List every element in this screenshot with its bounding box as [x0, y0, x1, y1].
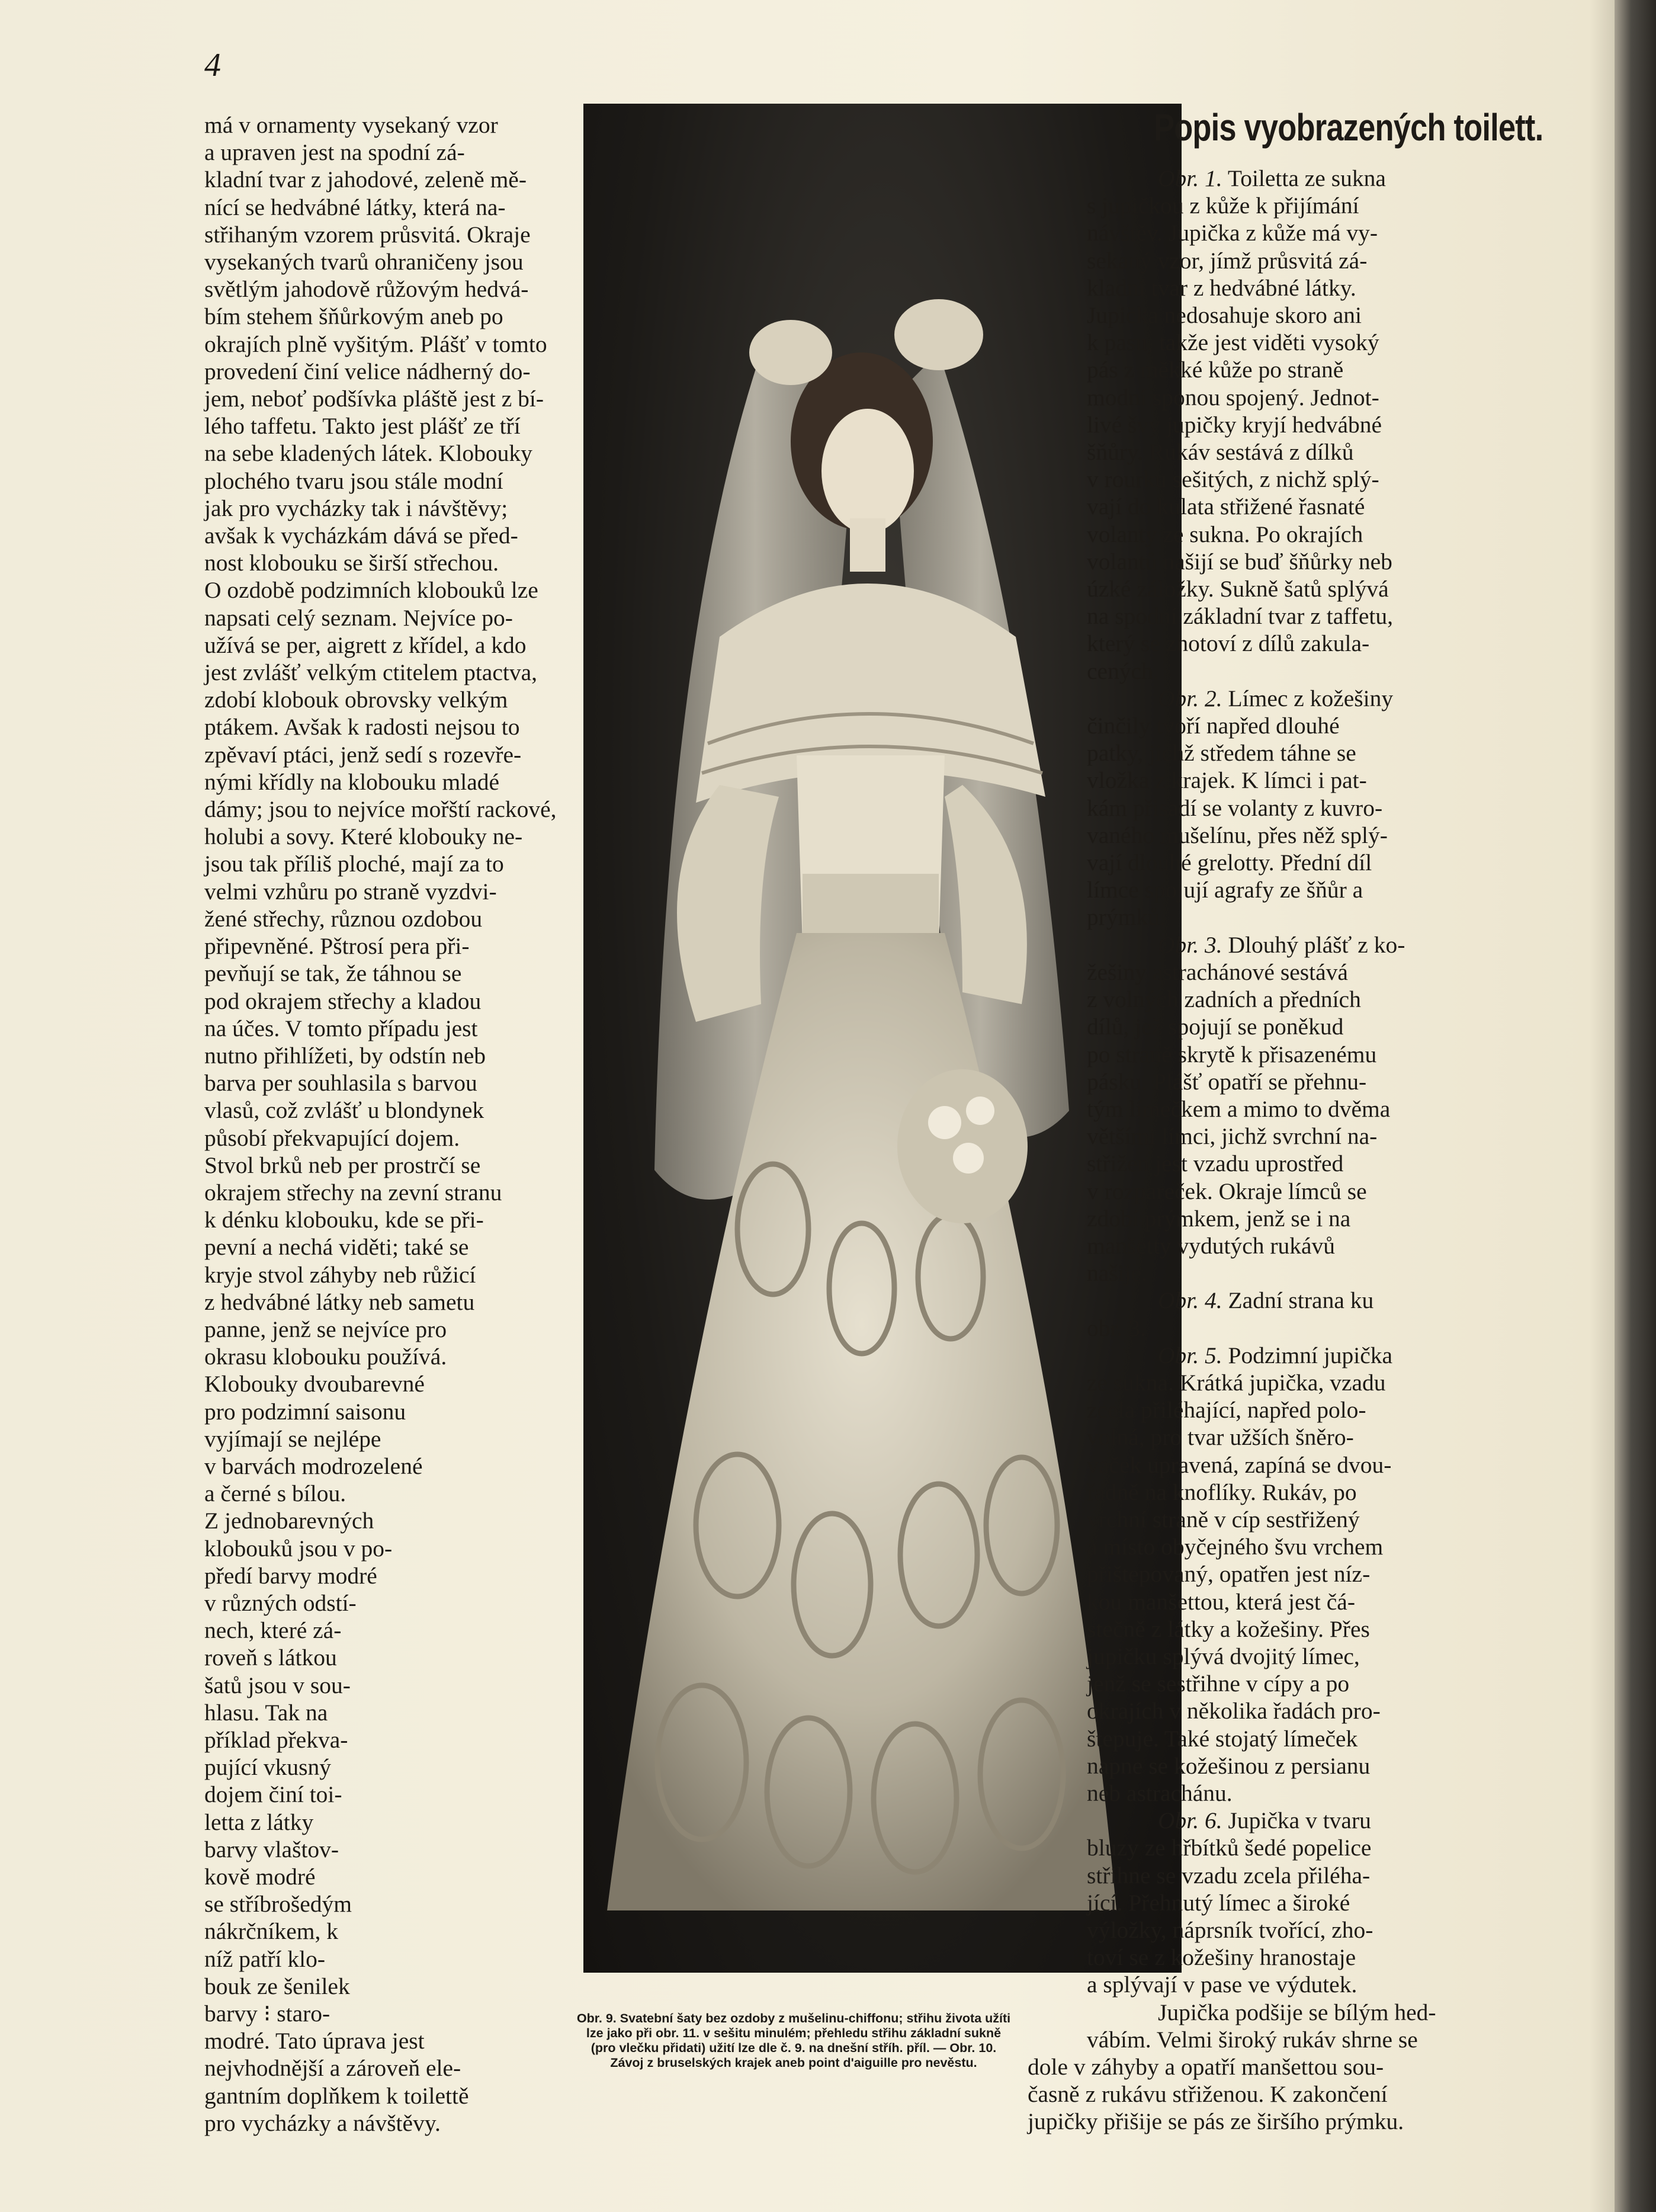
text-line: volanty ze sukna. Po okrajích	[1087, 521, 1363, 547]
text-line: barvy ⁝ staro-	[204, 2001, 330, 2027]
text-line: Obr. 2. Límec z kožešiny	[1158, 685, 1394, 711]
text-line: na účes. V tomto případu jest	[204, 1015, 478, 1041]
text-line: toví se z kožešiny hranostaje	[1087, 1944, 1356, 1971]
text-line: vábím. Velmi široký rukáv shrne se	[1087, 2026, 1418, 2053]
text-line: v barvách modrozelené	[204, 1453, 423, 1479]
figure-reference: Obr. 5.	[1158, 1342, 1222, 1368]
text-line: bím stehem šňůrkovým aneb po	[204, 303, 503, 330]
text-line: klobouků jsou v po-	[204, 1535, 393, 1562]
text-line: kově modré	[204, 1864, 316, 1890]
text-line: k pasu, takže jest viděti vysoký	[1087, 329, 1379, 356]
text-line: Jupička podšije se bílým hed-	[1158, 1999, 1436, 2025]
text-line: kladní tvar z hedvábné látky.	[1087, 274, 1356, 301]
figure-reference: Obr. 3.	[1158, 931, 1222, 958]
caption-line: Závoj z bruselských krajek aneb point d'aiguille pro nevěstu.	[610, 2056, 977, 2070]
text-line: pro podzimní saisonu	[204, 1398, 406, 1425]
text-line: patky, jichž středem táhne se	[1087, 740, 1356, 767]
text-line: bouk ze šenilek	[204, 1973, 350, 1999]
text-line: jsou tak příliš ploché, mají za to	[204, 851, 504, 877]
text-line: kladní tvar z jahodové, zeleně mě-	[204, 166, 527, 193]
text-line: má v ornamenty vysekaný vzor	[204, 112, 498, 138]
text-line: pevní a nechá viděti; také se	[204, 1234, 469, 1261]
text-line: po straně skrytě k přisazenému	[1087, 1041, 1377, 1067]
text-line: nými křídly na klobouku mladé	[204, 768, 500, 795]
text-line: sekaný vzor, jímž průsvitá zá-	[1087, 247, 1368, 274]
text-line: tým límečkem a mimo to dvěma	[1087, 1095, 1391, 1122]
text-line: manšetty vydutých rukávů	[1087, 1232, 1336, 1259]
text-line: velmi vzhůru po straně vyzdvi-	[204, 878, 497, 905]
text-line: vlasů, což zvlášť u blondynek	[204, 1097, 484, 1124]
text-line: pásku. Plášť opatří se přehnu-	[1087, 1068, 1367, 1095]
text-line: letta z látky	[204, 1809, 314, 1835]
text-line: Obr. 1. Toiletta ze sukna	[1158, 165, 1386, 191]
text-line: jenž se sestřihne v cípy a po	[1087, 1671, 1350, 1697]
text-line: činčily tvoří napřed dlouhé	[1087, 713, 1340, 739]
text-line: plochého tvaru jsou stále modní	[204, 467, 503, 494]
text-line: Obr. 4. Zadní strana ku	[1158, 1287, 1374, 1314]
text-line: Obr. 3. Dlouhý plášť z ko-	[1158, 931, 1405, 958]
text-line: vaného mušelínu, přes něž splý-	[1087, 822, 1388, 848]
text-line: v rozpareček. Okraje límců se	[1087, 1178, 1367, 1204]
text-line: barva per souhlasila s barvou	[204, 1070, 477, 1097]
text-line: pevňují se tak, že táhnou se	[204, 960, 462, 987]
text-line: zpěvaví ptáci, jenž sedí s rozevře-	[204, 741, 522, 768]
text-line: obr. 3.	[1087, 1315, 1146, 1341]
text-line: dojem činí toi-	[204, 1781, 342, 1808]
text-line: přištepovaný, opatřen jest níz-	[1087, 1561, 1371, 1588]
caption-line: lze jako při obr. 11. v sešitu minulém; přehledu střihu základní sukně	[586, 2026, 1002, 2040]
text-line: provedení činí velice nádherný do-	[204, 358, 531, 384]
text-line: modní sponou spojený. Jednot-	[1087, 384, 1379, 411]
text-line: Klobouky dvoubarevné	[204, 1371, 425, 1397]
text-line: nákrčníkem, k	[204, 1918, 338, 1945]
text-line: nutno přihlížeti, by odstín neb	[204, 1042, 486, 1069]
text-line: se stříbrošedým	[204, 1891, 352, 1918]
caption-line: Obr. 9. Svatební šaty bez ozdoby z mušelinu-chiffonu; střihu života užíti	[576, 2011, 1011, 2025]
text-line: světlým jahodově růžovým hedvá-	[204, 276, 529, 303]
text-line: roveň s látkou	[204, 1644, 337, 1671]
text-line: s jupičkou z kůže k přijímání	[1087, 193, 1359, 219]
text-line: pro vycházky a návštěvy.	[204, 2110, 441, 2136]
text-line: a upraven jest na spodní zá-	[204, 139, 465, 166]
text-line: livé švy jupičky kryjí hedvábné	[1087, 411, 1382, 438]
text-line: nech, které zá-	[204, 1617, 342, 1644]
text-line: většími límci, jichž svrchní na-	[1087, 1123, 1378, 1150]
text-line: neb astrachánu.	[1087, 1780, 1233, 1806]
text-line: Stvol brků neb per prostrčí se	[204, 1152, 481, 1178]
text-line: dámy; jsou to nejvíce mořští rackové,	[204, 796, 557, 823]
figure-caption	[515, 2011, 1072, 2070]
text-line: v různých odstí-	[204, 1589, 357, 1616]
text-line: z hedvábné látky neb sametu	[204, 1288, 475, 1315]
text-line: a černé s bílou.	[204, 1480, 346, 1507]
text-line: k dénku klobouku, kde se při-	[204, 1207, 484, 1233]
text-line: vají dlouhé grelotty. Přední díl	[1087, 849, 1372, 876]
text-line: hlasu. Tak na	[204, 1699, 328, 1726]
right-text-column	[1028, 111, 1501, 2136]
text-line: zcela přiléhající, napřed polo-	[1087, 1397, 1366, 1424]
text-line: na spodní základní tvar z taffetu,	[1087, 603, 1393, 630]
text-line: působí překvapující dojem.	[204, 1124, 460, 1151]
text-line: jupičku splývá dvojitý límec,	[1087, 1643, 1360, 1669]
text-line: dole v záhyby a opatří manšettou sou-	[1028, 2054, 1384, 2080]
text-line: příklad překva-	[204, 1726, 348, 1753]
text-line: pás z měkké kůže po straně	[1087, 357, 1344, 383]
text-line: okrasu klobouku používá.	[204, 1344, 447, 1370]
text-line: napne se kožešinou z persianu	[1087, 1752, 1371, 1779]
figure-reference: Obr. 4.	[1158, 1287, 1222, 1314]
text-line: užívá se per, aigrett z křídel, a kdo	[204, 631, 527, 658]
text-line: Z jednobarevných	[204, 1508, 374, 1534]
text-line: vrchní straně v cíp sestřižený	[1087, 1506, 1360, 1533]
text-line: nící se hedvábné látky, která na-	[204, 194, 506, 220]
text-line: okrajem střechy na zevní stranu	[204, 1179, 502, 1206]
text-line: předí barvy modré	[204, 1562, 377, 1589]
text-line: našije.	[1087, 1260, 1148, 1287]
text-line: a splývají v pase ve výdutek.	[1087, 1971, 1357, 1998]
text-line: vaček upravená, zapíná se dvou-	[1087, 1451, 1392, 1478]
text-line: řadně na knoflíky. Rukáv, po	[1087, 1479, 1357, 1505]
text-line: dílů, jež spojují se poněkud	[1087, 1014, 1344, 1040]
text-line: zdobí prýmkem, jenž se i na	[1087, 1205, 1351, 1232]
text-line: ptákem. Avšak k radosti nejsou to	[204, 714, 520, 740]
left-text-column	[204, 111, 613, 2137]
text-line: nejvhodnější a zároveň ele-	[204, 2055, 461, 2082]
text-line: výložky, náprsník tvořící, zho-	[1087, 1917, 1373, 1943]
text-line: zdobí klobouk obrovsky velkým	[204, 687, 508, 713]
caption-line: (pro vlečku přidati) užití lze dle č. 9. na dnešní stříh. příl. — Obr. 10.	[590, 2041, 997, 2055]
text-line: Obr. 5. Podzimní jupička	[1158, 1342, 1393, 1368]
page-number: 4	[204, 47, 221, 84]
text-line: stečně z látky a kožešiny. Přes	[1087, 1615, 1370, 1642]
text-line: panne, jenž se nejvíce pro	[204, 1316, 447, 1342]
text-line: O ozdobě podzimních klobouků lze	[204, 577, 538, 604]
text-line: avšak k vycházkám dává se před-	[204, 522, 518, 549]
text-line: střihne se vzadu zcela přiléha-	[1087, 1862, 1371, 1889]
text-line: barvy vlaštov-	[204, 1836, 339, 1862]
text-line: vysekaných tvarů ohraničeny jsou	[204, 249, 524, 275]
text-line: jem, neboť podšívka pláště jest z bí-	[204, 386, 544, 412]
text-line: jupičky přišije se pás ze širšího prýmku.	[1028, 2108, 1404, 2135]
text-line: vložka z krajek. K límci i pat-	[1087, 767, 1367, 794]
text-line: límce spojují agrafy ze šňůr a	[1087, 877, 1363, 903]
text-line: z volných zadních a předních	[1087, 986, 1361, 1013]
text-line: žené střechy, různou ozdobou	[204, 905, 483, 932]
text-line: pod okrajem střechy a kladou	[204, 988, 482, 1014]
text-line: žešiny astrachánové sestává	[1087, 958, 1348, 985]
text-line: pující vkusný	[204, 1754, 331, 1781]
text-line: vají do kulata střižené řasnaté	[1087, 493, 1365, 520]
text-line: prýmků.	[1087, 904, 1166, 931]
text-line: ze sukna. Krátká jupička, vzadu	[1087, 1369, 1386, 1396]
text-line: šatů jsou v sou-	[204, 1672, 351, 1698]
text-line: jící. Přehnutý límec a široké	[1087, 1889, 1350, 1916]
book-binding-edge	[1615, 0, 1656, 2212]
text-line: volná, pro tvar užších šněro-	[1087, 1424, 1354, 1451]
text-line: jak pro vycházky tak i návštěvy;	[204, 495, 508, 521]
text-line: cených.	[1087, 658, 1159, 684]
text-line: volantů našijí se buď šňůrky neb	[1087, 548, 1392, 575]
text-line: štepuje. Také stojatý límeček	[1087, 1725, 1358, 1752]
figure-reference: Obr. 1.	[1158, 165, 1222, 191]
text-line: střižen jest vzadu uprostřed	[1087, 1150, 1344, 1177]
text-line: kou manšettou, která jest čá-	[1087, 1588, 1355, 1615]
text-line: který se zhotoví z dílů zakula-	[1087, 630, 1370, 657]
text-line: v rourku sešitých, z nichž splý-	[1087, 466, 1379, 493]
text-line: kryje stvol záhyby neb růžicí	[204, 1261, 476, 1288]
figure-reference: Obr. 2.	[1158, 685, 1222, 711]
text-line: úzké záložky. Sukně šatů splývá	[1087, 576, 1389, 602]
text-line: časně z rukávu střiženou. K zakončení	[1028, 2081, 1388, 2108]
text-line: návštěv. Jupička z kůže má vy-	[1087, 220, 1378, 246]
figure-reference: Obr. 6.	[1158, 1807, 1222, 1834]
text-line: modré. Tato úprava jest	[204, 2028, 425, 2054]
section-heading: Popis vyobrazených toilett.	[1154, 106, 1543, 149]
text-line: Obr. 6. Jupička v tvaru	[1158, 1807, 1371, 1834]
text-line: okrajích plně vyšitým. Plášť v tomto	[204, 331, 547, 357]
text-line: jest zvlášť velkým ctitelem ptactva,	[204, 659, 538, 686]
text-line: připevněné. Pštrosí pera při-	[204, 933, 470, 960]
text-line: vyjímají se nejlépe	[204, 1425, 381, 1452]
text-line: nost klobouku se širší střechou.	[204, 550, 499, 576]
text-line: bluzy ze hřbítků šedé popelice	[1087, 1835, 1372, 1861]
text-line: střihaným vzorem průsvitá. Okraje	[204, 221, 531, 248]
text-line: níž patří klo-	[204, 1945, 326, 1972]
text-line: okrajích v několika řadách pro-	[1087, 1698, 1381, 1724]
text-line: holubi a sovy. Které klobouky ne-	[204, 823, 523, 850]
text-line: a místo obyčejného švu vrchem	[1087, 1534, 1384, 1560]
text-line: napsati celý seznam. Nejvíce po-	[204, 604, 513, 631]
text-line: kám přisadí se volanty z kuvro-	[1087, 794, 1383, 821]
text-line: šňůry. Rukáv sestává z dílků	[1087, 439, 1354, 466]
text-line: lého taffetu. Takto jest plášť ze tří	[204, 413, 521, 440]
text-line: gantním doplňkem k toilettě	[204, 2082, 469, 2109]
text-line: Jupička nedosahuje skoro ani	[1087, 302, 1362, 329]
text-line: na sebe kladených látek. Klobouky	[204, 440, 532, 467]
